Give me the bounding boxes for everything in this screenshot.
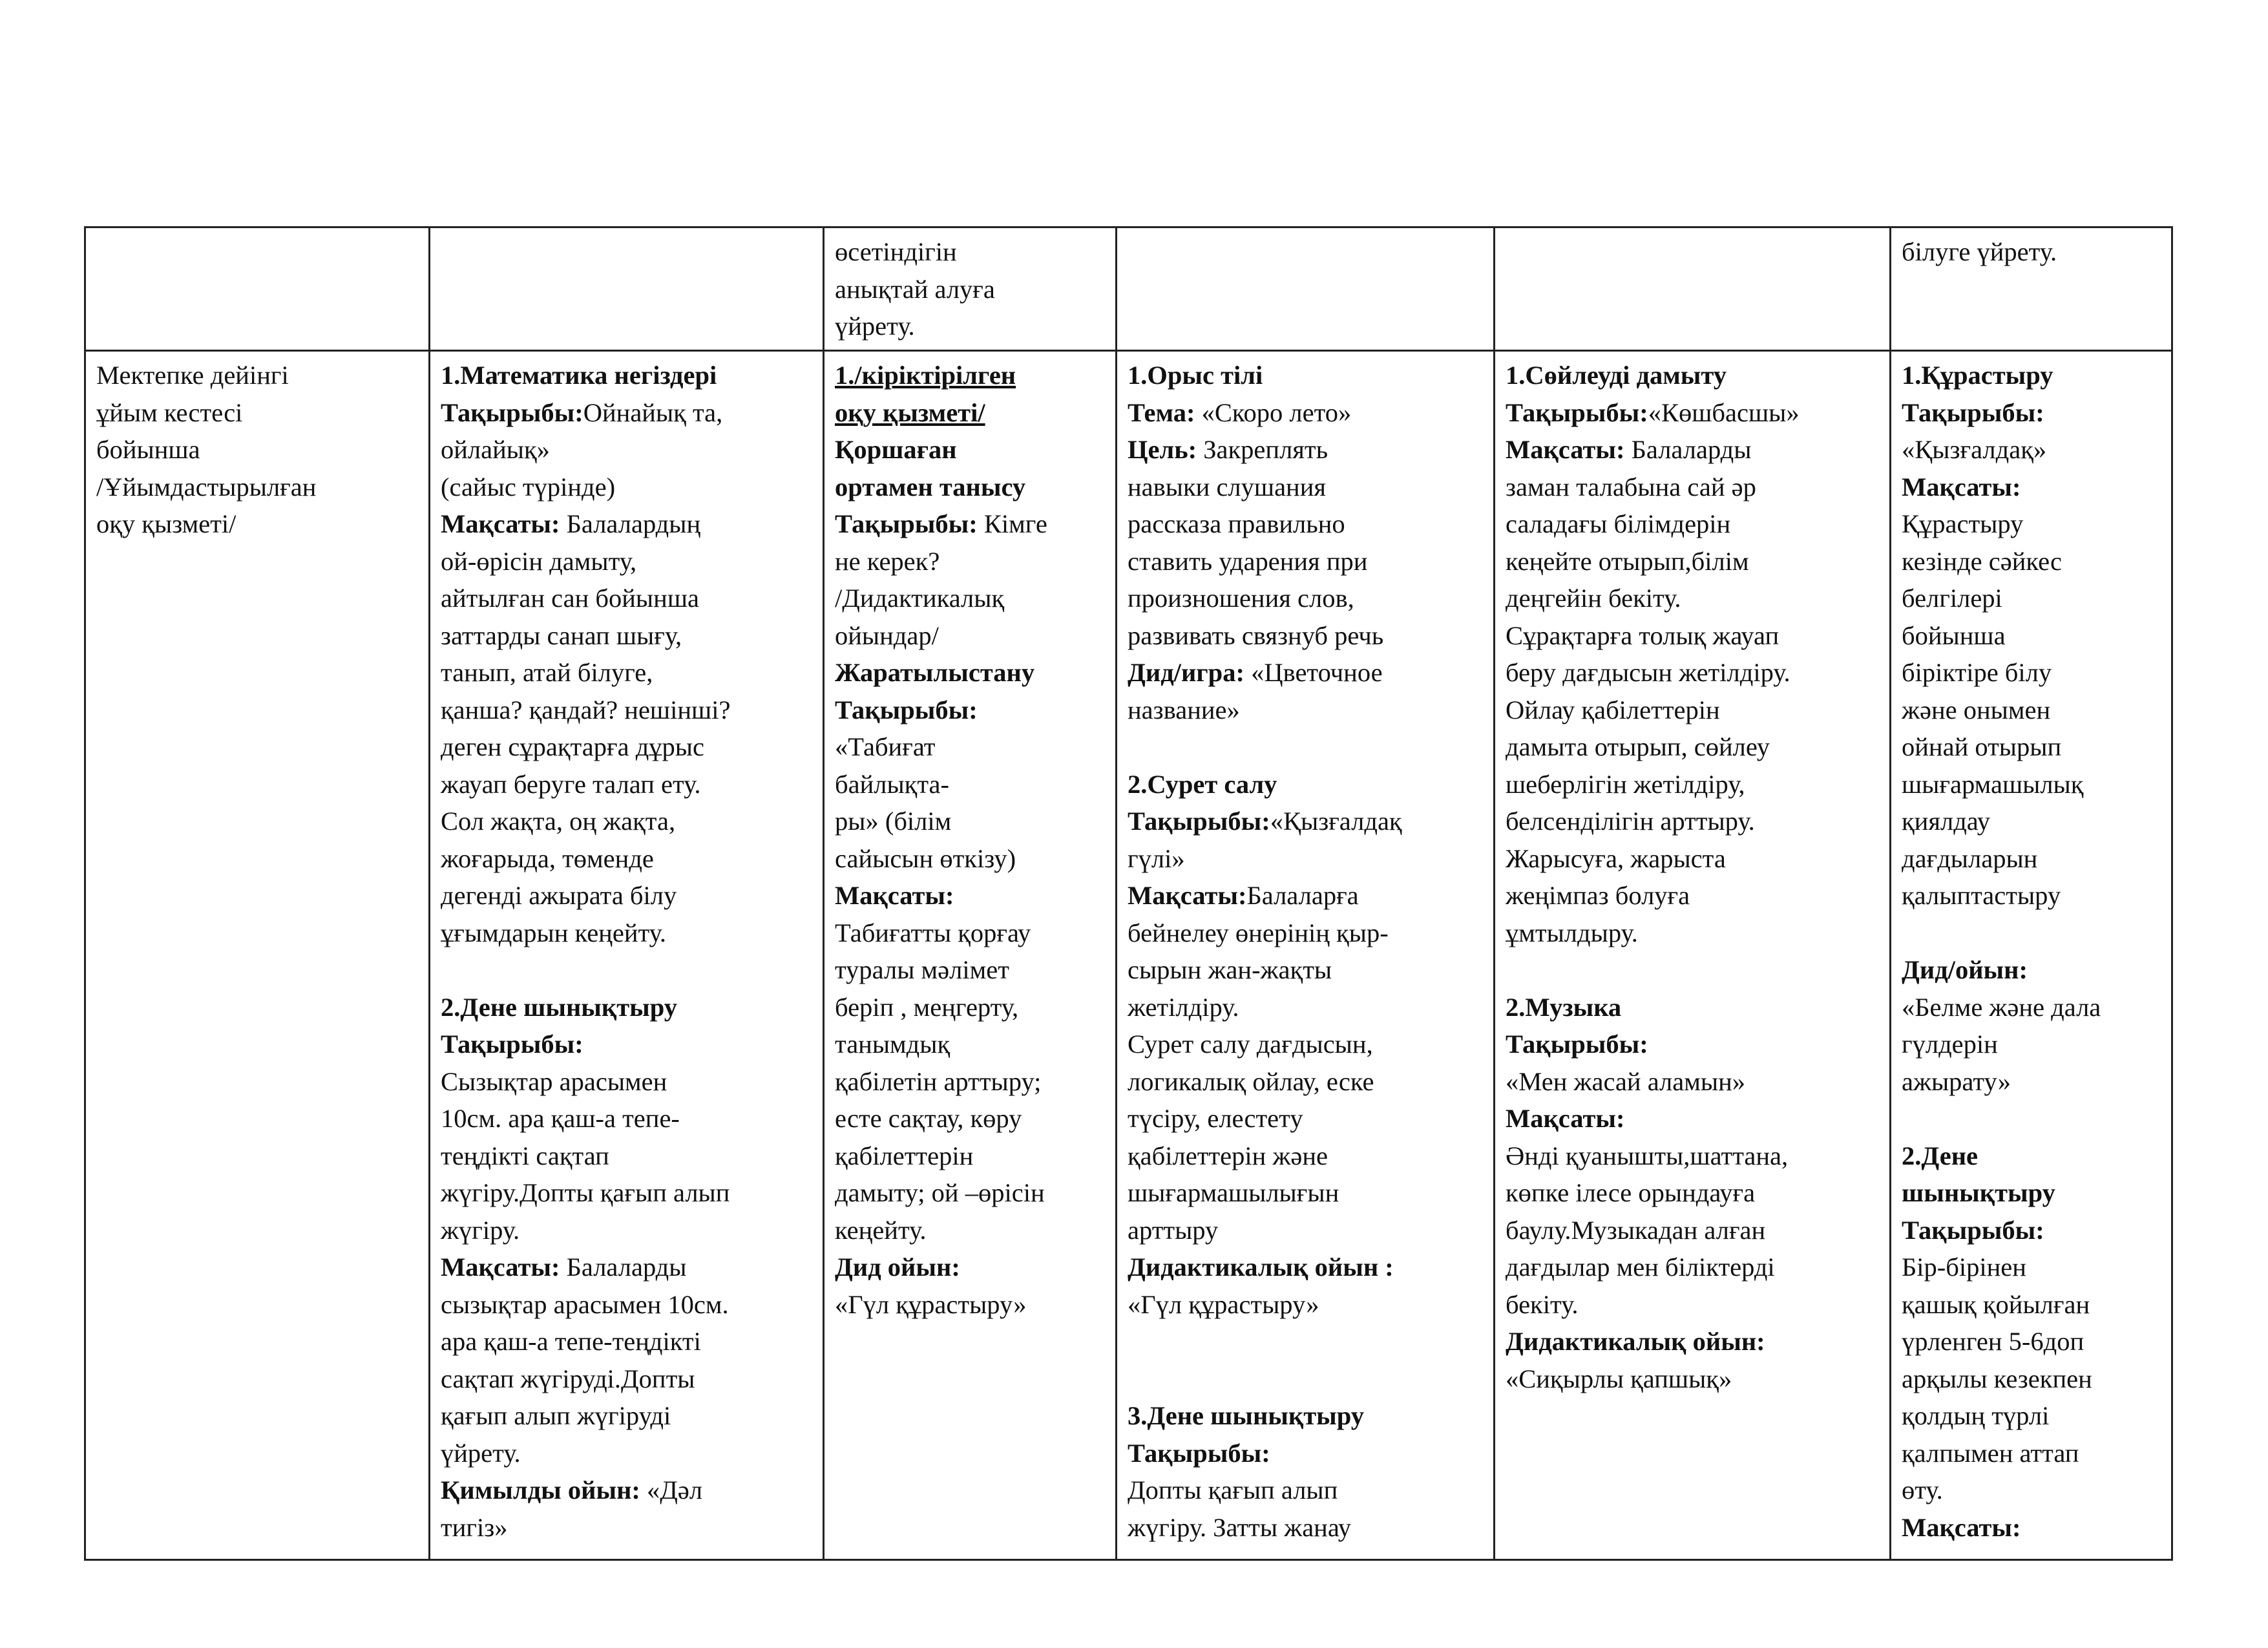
section-heading-line: 1./кіріктірілген [835, 361, 1016, 390]
cell-text-line: «Мен жасай аламын» [1506, 1066, 1745, 1096]
cell-text-line: Допты қағып алып [1128, 1475, 1338, 1505]
cell-text-line: өту. [1902, 1475, 1943, 1505]
blank-line [1506, 951, 1882, 989]
field-label: Қимылды ойын: [441, 1475, 640, 1505]
cell-text-line: название» [1128, 695, 1240, 724]
cell-row-header [85, 351, 430, 1560]
cell-text-line: деңгейін бекіту. [1506, 584, 1681, 613]
field-value: «Қызғалдақ [1270, 807, 1402, 836]
cell-text-line: ұғымдарын кеңейту. [441, 918, 666, 947]
cell-text-line: байлықта- [835, 769, 950, 799]
section-heading-line: Тақырыбы: [1128, 1438, 1270, 1468]
cell-text-line: қашық қойылған [1902, 1289, 2090, 1319]
section-heading-line: шынықтыру [1902, 1178, 2055, 1207]
section-heading-line: Дидактикалық ойын : [1128, 1252, 1394, 1282]
cell-col-2 [430, 351, 824, 1560]
field-value: Балаларды [1624, 435, 1752, 464]
cell-text-line: ойнай отырып [1902, 732, 2062, 761]
row-header-line: оқу қызметі/ [96, 509, 236, 538]
cell-text-line: және онымен [1902, 695, 2051, 724]
cell-text-line: танымдық [835, 1030, 950, 1059]
cell-text-line [441, 1249, 815, 1286]
blank-line [1128, 1360, 1486, 1398]
field-label: Тема: [1128, 397, 1195, 427]
section-heading-line: 1.Математика негіздері [441, 361, 717, 390]
field-value: «Көшбасшы» [1648, 397, 1800, 427]
cell-text-line: произношения слов, [1128, 584, 1354, 613]
cell-text-line: «Сиқырлы қапшық» [1506, 1364, 1732, 1393]
row-header-line: ұйым кестесі [96, 397, 243, 427]
cell-text-line: заттарды санап шығу, [441, 620, 682, 650]
blank-line [1902, 1100, 2163, 1137]
section-heading-line: Дид/ойын: [1902, 955, 2028, 984]
section-heading-line: Мақсаты: [835, 881, 954, 910]
cell-text-line: жүгіру.Допты қағып алып [441, 1178, 730, 1207]
cell-text-line: навыки слушания [1128, 472, 1327, 502]
cell-text-line: түсіру, елестету [1128, 1104, 1303, 1133]
cell-text-line: жүгіру. [441, 1215, 520, 1245]
cell-text-line: Сол жақта, оң жақта, [441, 807, 676, 836]
row-header-line: бойынша [96, 435, 200, 464]
cell-text-line: беріп , меңгерту, [835, 992, 1019, 1022]
cell-text-line: баулу.Музыкадан алған [1506, 1215, 1766, 1245]
cell-text-line: сақтап жүгіруді.Допты [441, 1364, 695, 1393]
cell-text-line: үрленген 5-6доп [1902, 1327, 2084, 1356]
cell-text-line: сайысын өткізу) [835, 843, 1016, 873]
cell-top-4 [1117, 227, 1495, 351]
field-label: Дид/игра: [1128, 658, 1244, 687]
cell-text-line: Әнді қуанышты,шаттана, [1506, 1141, 1789, 1170]
cell-text-line: /Дидактикалық [835, 584, 1005, 613]
cell-text-line: гүлдерін [1902, 1030, 1998, 1059]
field-value: Закреплять [1197, 435, 1328, 464]
cell-text-line: есте сақтау, көру [835, 1104, 1022, 1133]
cell-text-line: заман талабына сай әр [1506, 472, 1756, 502]
cell-text-line: «Гүл құрастыру» [835, 1289, 1027, 1319]
section-heading-line: Дидактикалық ойын: [1506, 1327, 1765, 1356]
cell-text-line: ойындар/ [835, 620, 939, 650]
cell-text-line: шығармашылық [1902, 769, 2084, 799]
cell-text-line [441, 505, 815, 543]
section-heading-line: 2.Сурет салу [1128, 769, 1277, 799]
cell-text-line: сызықтар арасымен 10см. [441, 1289, 729, 1319]
cell-text-line: деген сұрақтарға дұрыс [441, 732, 704, 761]
cell-text-line: жоғарыда, төменде [441, 843, 654, 873]
cell-text-line: (сайыс түрінде) [441, 472, 616, 502]
section-heading-line: оқу қызметі/ [835, 397, 985, 427]
cell-text-line: белгілері [1902, 584, 2002, 613]
cell-text-line: «Қызғалдақ» [1902, 435, 2047, 464]
row-header-line: /Ұйымдастырылған [96, 472, 317, 502]
cell-col-5 [1495, 351, 1891, 1560]
cell-text-line: развивать связнуб речь [1128, 620, 1384, 650]
cell-text-line: жетілдіру. [1128, 992, 1239, 1022]
section-heading-line: 2.Дене [1902, 1141, 1979, 1170]
row-header-line: Мектепке дейінгі [96, 361, 289, 390]
field-label: Тақырыбы: [835, 509, 978, 538]
field-value: Балалардың [560, 509, 701, 538]
cell-text-line [1128, 803, 1486, 840]
cell-text-line: қабілеттерін [835, 1141, 974, 1170]
section-heading-line: 2.Дене шынықтыру [441, 992, 678, 1022]
section-heading-line: 3.Дене шынықтыру [1128, 1401, 1365, 1430]
cell-text-line: не керек? [835, 546, 940, 576]
cell-text-line: теңдікті сақтап [441, 1141, 609, 1170]
cell-text-line: бойынша [1902, 620, 2006, 650]
section-heading-line: 2.Музыка [1506, 992, 1622, 1022]
section-heading-line: Тақырыбы: [1902, 1215, 2044, 1245]
schedule-table [84, 226, 2173, 1561]
blank-line [1902, 914, 2163, 952]
cell-text-line: Табиғатты қорғау [835, 918, 1031, 947]
cell-text-line: бекіту. [1506, 1289, 1579, 1319]
cell-top-2 [430, 227, 824, 351]
cell-text-line: ры» (білім [835, 807, 952, 836]
cell-text-line: қағып алып жүгіруді [441, 1401, 671, 1430]
cell-text-line [835, 505, 1108, 543]
field-value: Балаларды [560, 1252, 687, 1282]
cell-text-line: біріктіре білу [1902, 658, 2052, 687]
cell-text-line: «Гүл құрастыру» [1128, 1289, 1319, 1319]
cell-text-line: «Табиғат [835, 732, 936, 761]
section-heading-line: Мақсаты: [1506, 1104, 1625, 1133]
cell-text-line: өсетіндігін [835, 237, 957, 266]
cell-text-line: анықтай алуға [835, 274, 995, 304]
field-label: Мақсаты: [1506, 435, 1625, 464]
cell-col-3 [824, 351, 1117, 1560]
cell-text-line [441, 394, 815, 432]
cell-top-3 [824, 227, 1117, 351]
section-heading-line: Дид ойын: [835, 1252, 960, 1282]
cell-text-line: қолдың түрлі [1902, 1401, 2050, 1430]
cell-text-line: 10см. ара қаш-а тепе- [441, 1104, 680, 1133]
cell-text-line: Бір-бірінен [1902, 1252, 2026, 1282]
cell-text-line: тигіз» [441, 1512, 508, 1542]
cell-text-line: жүгіру. Затты жанау [1128, 1512, 1352, 1542]
cell-col-4 [1117, 351, 1495, 1560]
section-heading-line: Жаратылыстану [835, 658, 1035, 687]
field-value: Кімге [977, 509, 1047, 538]
cell-text-line: «Белме және дала [1902, 992, 2101, 1022]
cell-text-line: арқылы кезекпен [1902, 1364, 2092, 1393]
section-heading-line: Мақсаты: [1902, 472, 2021, 502]
cell-text-line: саладағы білімдерін [1506, 509, 1731, 538]
blank-line [1128, 728, 1486, 766]
field-label: Цель: [1128, 435, 1197, 464]
table-row-main [85, 351, 2172, 1560]
cell-text-line: жауап беруге талап ету. [441, 769, 701, 799]
cell-text-line: Ойлау қабілеттерін [1506, 695, 1720, 724]
cell-text-line: кеңейте отырып,білім [1506, 546, 1749, 576]
section-heading-line: Тақырыбы: [1902, 397, 2044, 427]
cell-text-line: білуге үйрету. [1902, 237, 2057, 266]
cell-col-6 [1891, 351, 2172, 1560]
cell-text-line: қалпымен аттап [1902, 1438, 2079, 1468]
field-value: «Скоро лето» [1195, 397, 1352, 427]
cell-text-line: беру дағдысын жетілдіру. [1506, 658, 1790, 687]
cell-text-line: шеберлігін жетілдіру, [1506, 769, 1745, 799]
cell-text-line: арттыру [1128, 1215, 1219, 1245]
cell-text-line [1128, 877, 1486, 914]
cell-text-line: ой-өрісін дамыту, [441, 546, 637, 576]
cell-text-line: белсенділігін арттыру. [1506, 807, 1755, 836]
cell-text-line: қабілетін арттыру; [835, 1066, 1042, 1096]
section-heading-line: Тақырыбы: [1506, 1030, 1648, 1059]
section-heading-line: Мақсаты: [1902, 1512, 2021, 1542]
field-label: Мақсаты: [441, 1252, 560, 1282]
cell-text-line: ойлайық» [441, 435, 550, 464]
field-label: Тақырыбы: [1128, 807, 1270, 836]
cell-text-line: қалыптастыру [1902, 881, 2061, 910]
cell-text-line: үйрету. [835, 312, 915, 341]
field-label: Мақсаты: [1128, 881, 1247, 910]
cell-text-line: Сұрақтарға толық жауап [1506, 620, 1780, 650]
field-value: Балаларға [1246, 881, 1359, 910]
cell-text-line: рассказа правильно [1128, 509, 1345, 538]
cell-top-5 [1495, 227, 1891, 351]
section-heading-line: Қоршаған [835, 435, 957, 464]
cell-text-line: көпке ілесе орындауға [1506, 1178, 1756, 1207]
cell-text-line: қабілеттерін және [1128, 1141, 1328, 1170]
cell-text-line: үйрету. [441, 1438, 521, 1468]
field-value: «Цветочное [1244, 658, 1383, 687]
cell-text-line: дағдылар мен біліктерді [1506, 1252, 1775, 1282]
cell-text-line: Құрастыру [1902, 509, 2024, 538]
cell-text-line: туралы мәлімет [835, 955, 1009, 984]
cell-text-line: гүлі» [1128, 843, 1185, 873]
cell-text-line: ұмтылдыру. [1506, 918, 1638, 947]
section-heading-line: 1.Сөйлеуді дамыту [1506, 361, 1727, 390]
cell-text-line [1128, 431, 1486, 469]
cell-text-line: Жарысуға, жарыста [1506, 843, 1726, 873]
field-value: «Дәл [640, 1475, 703, 1505]
cell-text-line [1128, 654, 1486, 692]
blank-line [441, 951, 815, 989]
cell-text-line: дегенді ажырата білу [441, 881, 677, 910]
cell-text-line: бейнелеу өнерінің қыр- [1128, 918, 1389, 947]
cell-text-line: дағдыларын [1902, 843, 2038, 873]
field-label: Мақсаты: [441, 509, 560, 538]
cell-text-line: ара қаш-а тепе-теңдікті [441, 1327, 701, 1356]
section-heading-line: 1.Құрастыру [1902, 361, 2053, 390]
cell-text-line: ажырату» [1902, 1066, 2011, 1096]
field-label: Тақырыбы: [1506, 397, 1648, 427]
field-value: Ойнайық та, [583, 397, 723, 427]
cell-text-line [1506, 431, 1882, 469]
cell-text-line: танып, атай білуге, [441, 658, 653, 687]
cell-text-line: сырын жан-жақты [1128, 955, 1332, 984]
cell-text-line: қанша? қандай? нешінші? [441, 695, 731, 724]
cell-text-line: дамыту; ой –өрісін [835, 1178, 1045, 1207]
cell-text-line: кезінде сәйкес [1902, 546, 2063, 576]
cell-text-line: қиялдау [1902, 807, 1990, 836]
blank-line [1128, 1323, 1486, 1360]
cell-text-line: дамыта отырып, сөйлеу [1506, 732, 1770, 761]
cell-text-line: логикалық ойлау, еске [1128, 1066, 1374, 1096]
section-heading-line: ортамен танысу [835, 472, 1026, 502]
section-heading-line: Тақырыбы: [835, 695, 978, 724]
section-heading-line: 1.Орыс тілі [1128, 361, 1263, 390]
cell-text-line: жеңімпаз болуға [1506, 881, 1690, 910]
cell-text-line [441, 1472, 815, 1509]
cell-text-line: Сызықтар арасымен [441, 1066, 667, 1096]
cell-text-line: Сурет салу дағдысын, [1128, 1030, 1373, 1059]
cell-text-line: ставить ударения при [1128, 546, 1368, 576]
cell-top-1 [85, 227, 430, 351]
cell-text-line: айтылған сан бойынша [441, 584, 699, 613]
field-label: Тақырыбы: [441, 397, 583, 427]
section-heading-line: Тақырыбы: [441, 1030, 583, 1059]
cell-text-line: шығармашылығын [1128, 1178, 1339, 1207]
table-row-top [85, 227, 2172, 351]
cell-text-line [1128, 394, 1486, 432]
cell-text-line: кеңейту. [835, 1215, 927, 1245]
cell-top-6 [1891, 227, 2172, 351]
cell-text-line [1506, 394, 1882, 432]
